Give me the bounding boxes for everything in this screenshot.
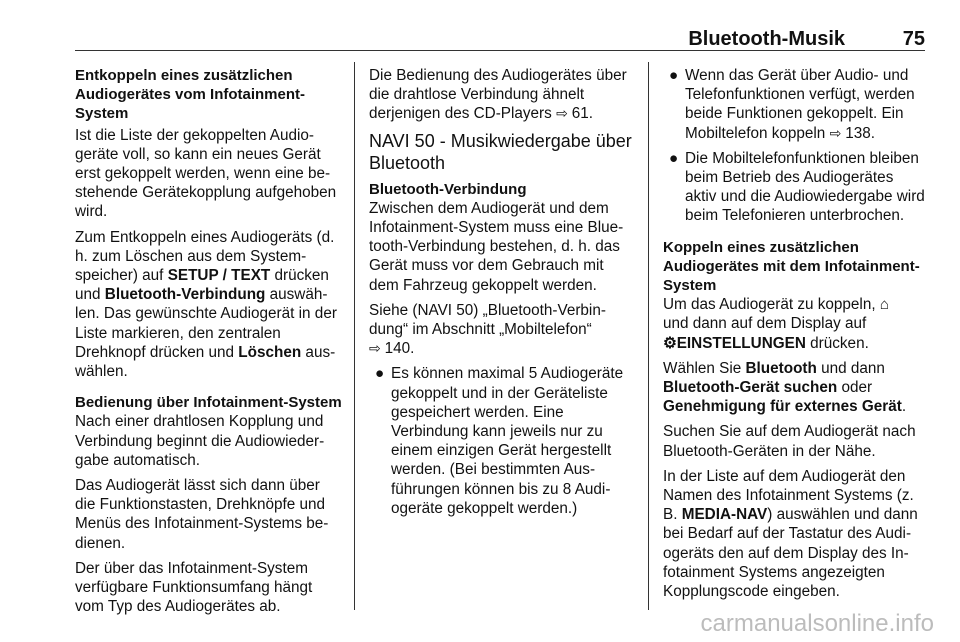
heading-operation: Bedienung über Infotainment-System	[75, 394, 342, 412]
bullet-icon: ●	[669, 149, 679, 167]
column-3	[663, 66, 927, 607]
bullet-icon: ●	[669, 67, 679, 84]
page-title: Bluetooth-Musik	[688, 28, 845, 50]
page-ref-arrow-icon: ⇨	[556, 105, 572, 122]
paragraph: Siehe (NAVI 50) „Bluetooth-Verbindung“ im Abschnitt „Mobiltelefon“ ⇨ 140.	[369, 301, 606, 358]
home-icon: ⌂	[879, 296, 890, 314]
menu-ref-einstellungen: EINSTELLUNGEN	[676, 334, 806, 352]
paragraph: Nach einer drahtlosen Kopplung und Verbindung beginnt die Audiowiedergabe automatisch.	[75, 413, 325, 469]
menu-ref-loeschen: Löschen	[238, 343, 302, 361]
menu-ref-bluetooth-verbindung: Bluetooth-Verbindung	[104, 286, 266, 304]
page-number: 75	[902, 28, 925, 50]
page-ref-arrow-icon: ⇨	[829, 124, 846, 141]
paragraph: In der Liste auf dem Audiogerät den Namen des Infotainment Systems (z. B. MEDIA-NAV) auswählen und dann bei Bedarf auf der Tastatur des Audiogeräts den auf dem Display des Infotainment Systems angezeigten Kopplungscode eingeben.	[663, 467, 918, 601]
list-item: ● Wenn das Gerät über Audio- und Telefonfunktionen verfügt, werden beide Funktionen gekoppelt. Ein Mobiltelefon koppeln ⇨ 138.	[669, 67, 915, 142]
menu-ref-geraet-suchen: Bluetooth-Gerät suchen	[663, 379, 838, 397]
paragraph: Zwischen dem Audiogerät und dem Infotainment-System muss eine Bluetooth-Verbindung bestehen, d. h. das Gerät muss vor dem Gebrauch mit dem Fahrzeug gekoppelt werden.	[369, 199, 624, 294]
watermark: carmanualsonline.info	[700, 610, 934, 637]
column-1	[75, 66, 343, 622]
heading-pair: Koppeln eines zusätzlichen Audiogerätes mit dem Infotainment-System	[663, 238, 920, 295]
paragraph: Zum Entkoppeln eines Audiogeräts (d. h. zum Löschen aus dem Systemspeicher) auf SETUP / TEXT drücken und Bluetooth-Verbindung auswählen. Das gewünschte Audiogerät in der Liste markieren, den zentralen Drehknopf drücken und Löschen auswählen.	[75, 228, 337, 381]
list-item: ● Die Mobiltelefonfunktionen bleiben beim Betrieb des Audiogerätes aktiv und die Audiowiedergabe wird beim Telefonieren unterbrochen.	[669, 149, 925, 225]
paragraph: Wählen Sie Bluetooth und dann Bluetooth-Gerät suchen oder Genehmigung für externes Gerät.	[663, 359, 907, 416]
menu-ref-setup-text: SETUP / TEXT	[167, 267, 271, 285]
menu-ref-bluetooth: Bluetooth	[745, 359, 817, 377]
paragraph: Suchen Sie auf dem Audiogerät nach Bluetooth-Geräten in der Nähe.	[663, 423, 916, 460]
header-rule	[75, 50, 925, 51]
menu-ref-genehmigung: Genehmigung für externes Gerät	[663, 398, 902, 416]
list-item: ● Es können maximal 5 Audiogeräte gekoppelt und in der Geräteliste gespeichert werden. Eine Verbindung kann jeweils nur zu einem einzigen Gerät hergestellt werden. (Bei bestimmten Ausführungen können bis zu 8 Audiogeräte gekoppelt werden.)	[375, 365, 624, 517]
paragraph: Ist die Liste der gekoppelten Audiogeräte voll, so kann ein neues Gerät erst gekoppelt werden, wenn eine bestehende Gerätekopplung aufgehoben wird.	[75, 126, 337, 221]
gear-icon: ⚙	[663, 334, 677, 352]
column-2	[369, 66, 637, 524]
paragraph: Die Bedienung des Audiogerätes über die drahtlose Verbindung ähnelt derjenigen des CD-Players ⇨ 61.	[369, 67, 627, 123]
heading-connection: Bluetooth-Verbindung	[369, 180, 527, 198]
bullet-icon: ●	[375, 365, 385, 383]
column-divider-1	[354, 62, 355, 610]
paragraph: Das Audiogerät lässt sich dann über die Funktionstasten, Drehknöpfe und Menüs des Infotainment-Systems bedienen.	[75, 477, 329, 552]
page-header	[75, 28, 925, 50]
bullet-list	[663, 66, 927, 226]
paragraph: Um das Audiogerät zu koppeln, ⌂ und dann auf dem Display auf ⚙EINSTELLUNGEN drücken.	[663, 296, 890, 352]
bullet-list	[369, 364, 637, 518]
heading-navi50: NAVI 50 - Musikwiedergabe über Bluetooth	[369, 130, 632, 173]
paragraph: Der über das Infotainment-System verfügbare Funktionsumfang hängt vom Typ des Audiogerätes ab.	[75, 559, 313, 616]
heading-unpair: Entkoppeln eines zusätzlichen Audiogerätes vom Infotainment-System	[75, 67, 306, 123]
column-divider-2	[648, 62, 649, 610]
system-name-media-nav: MEDIA-NAV	[681, 506, 768, 524]
page-ref-arrow-icon: ⇨	[369, 340, 385, 357]
